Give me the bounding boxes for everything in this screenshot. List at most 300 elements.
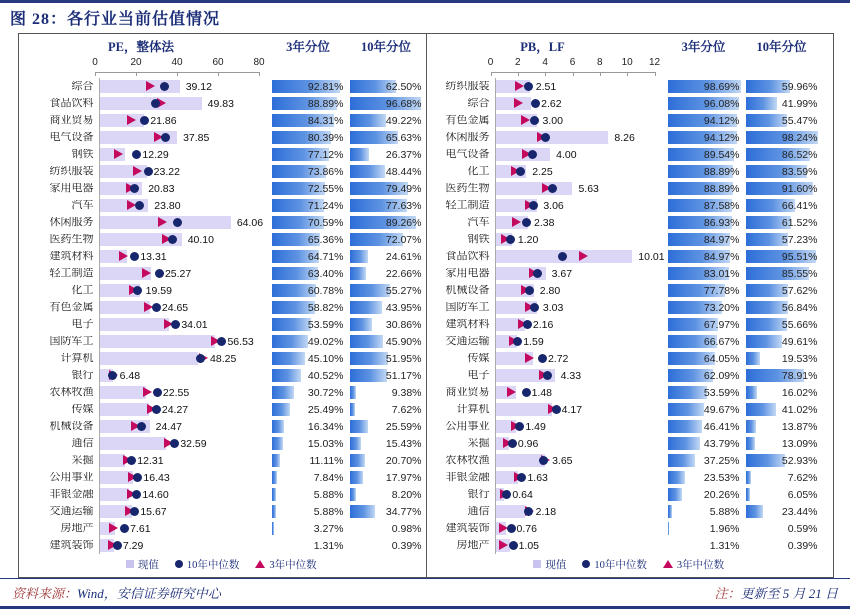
value-label: 32.59 xyxy=(180,437,207,450)
percentile-bar xyxy=(350,522,351,535)
pe-legend xyxy=(19,556,424,572)
median10-marker-icon xyxy=(502,490,511,499)
value-bar-cell xyxy=(495,486,660,503)
chart-row xyxy=(427,452,832,469)
percentile-label: 24.61% xyxy=(385,250,422,263)
value-label: 2.51 xyxy=(535,80,557,93)
value-label: 23.80 xyxy=(154,199,181,212)
chart-row xyxy=(19,503,424,520)
pct-10y-cell xyxy=(350,418,424,435)
pct-10y-cell xyxy=(746,435,820,452)
percentile-label: 55.47% xyxy=(781,114,818,127)
percentile-label: 51.95% xyxy=(385,352,422,365)
percentile-bar xyxy=(746,454,785,467)
percentile-bar xyxy=(350,165,386,178)
value-bar-cell xyxy=(99,469,264,486)
median10-marker-icon xyxy=(130,252,139,261)
chart-row xyxy=(19,248,424,265)
chart-row xyxy=(427,265,832,282)
pct-10y-cell xyxy=(350,333,424,350)
axis-tick-label: 8 xyxy=(597,57,603,68)
median10-marker-icon xyxy=(524,507,533,516)
chart-row xyxy=(427,367,832,384)
pct-10y-cell xyxy=(746,520,820,537)
chart-area xyxy=(18,33,834,578)
chart-row xyxy=(427,537,832,554)
value-bar-cell xyxy=(99,146,264,163)
percentile-bar xyxy=(350,267,367,280)
chart-row xyxy=(19,95,424,112)
axis-tick-label: 6 xyxy=(569,57,576,68)
pct-10y-cell xyxy=(350,163,424,180)
median10-marker-icon xyxy=(517,473,526,482)
median10-marker-icon xyxy=(152,303,161,312)
median3-marker-icon xyxy=(119,251,128,261)
percentile-label: 16.34% xyxy=(307,420,344,433)
percentile-label: 0.59% xyxy=(787,522,818,535)
industry-label: 计算机 xyxy=(60,353,94,364)
chart-row xyxy=(427,231,832,248)
chart-row xyxy=(427,435,832,452)
industry-label: 通信 xyxy=(467,506,490,517)
chart-row xyxy=(19,367,424,384)
chart-row xyxy=(19,214,424,231)
median10-marker-icon xyxy=(515,422,524,431)
industry-label: 非银金融 xyxy=(49,489,94,500)
pe-x-axis xyxy=(92,56,265,78)
median10-marker-icon xyxy=(538,354,547,363)
industry-label: 汽车 xyxy=(71,200,94,211)
percentile-label: 66.41% xyxy=(781,199,818,212)
industry-label: 建筑装饰 xyxy=(49,540,94,551)
legend-median10 xyxy=(582,557,647,572)
percentile-bar xyxy=(746,318,787,331)
median3-triangle-icon xyxy=(663,560,673,568)
percentile-bar xyxy=(272,386,295,399)
current-value-bar xyxy=(496,131,609,144)
pct-3y-cell xyxy=(668,163,742,180)
pct-3y-cell xyxy=(668,486,742,503)
median10-marker-icon xyxy=(132,490,141,499)
percentile-bar xyxy=(350,114,386,127)
pct-3y-cell xyxy=(272,486,346,503)
percentile-label: 1.31% xyxy=(709,539,740,552)
median10-marker-icon xyxy=(133,286,142,295)
median10-marker-icon xyxy=(552,405,561,414)
percentile-label: 9.38% xyxy=(391,386,422,399)
value-label: 2.25 xyxy=(532,165,553,178)
value-bar-cell xyxy=(99,248,264,265)
pb-10y-percentile-header: 10年分位 xyxy=(756,40,807,54)
axis-tick-mark xyxy=(259,72,260,76)
median10-marker-icon xyxy=(171,320,180,329)
industry-label: 公用事业 xyxy=(445,421,490,432)
median3-marker-icon xyxy=(499,540,508,550)
pct-10y-cell xyxy=(350,486,424,503)
percentile-label: 94.12% xyxy=(703,131,740,144)
percentile-bar xyxy=(272,369,302,382)
percentile-label: 84.97% xyxy=(703,250,740,263)
pct-10y-cell xyxy=(746,333,820,350)
value-bar-cell xyxy=(495,214,660,231)
percentile-label: 5.88% xyxy=(709,505,740,518)
chart-row xyxy=(19,78,424,95)
chart-row xyxy=(19,299,424,316)
industry-label: 轻工制造 xyxy=(49,268,94,279)
pct-10y-cell xyxy=(350,146,424,163)
value-label: 1.49 xyxy=(525,420,546,433)
median10-marker-icon xyxy=(513,337,522,346)
median10-marker-icon xyxy=(132,150,141,159)
percentile-bar xyxy=(668,539,669,552)
percentile-label: 49.22% xyxy=(385,114,422,127)
pct-3y-cell xyxy=(668,520,742,537)
pct-3y-cell xyxy=(272,282,346,299)
median10-marker-icon xyxy=(120,524,129,533)
percentile-label: 84.97% xyxy=(703,233,740,246)
value-bar-cell xyxy=(495,537,660,554)
value-label: 6.48 xyxy=(119,369,141,382)
current-value-bar xyxy=(496,454,546,467)
value-bar-cell xyxy=(495,95,660,112)
chart-row xyxy=(19,486,424,503)
median3-marker-icon xyxy=(512,217,521,227)
current-value-bar xyxy=(100,488,130,501)
percentile-label: 8.20% xyxy=(391,488,422,501)
pct-3y-cell xyxy=(668,418,742,435)
value-label: 3.06 xyxy=(543,199,564,212)
value-label: 4.00 xyxy=(556,148,577,161)
value-bar-cell xyxy=(495,418,660,435)
value-label: 2.80 xyxy=(539,284,561,297)
pct-10y-cell xyxy=(746,350,820,367)
percentile-label: 89.54% xyxy=(703,148,740,161)
current-value-bar xyxy=(100,437,167,450)
industry-label: 电气设备 xyxy=(49,132,94,143)
pct-10y-cell xyxy=(746,163,820,180)
percentile-label: 43.95% xyxy=(385,301,422,314)
industry-label: 房地产 xyxy=(60,523,94,534)
industry-label: 纺织服装 xyxy=(49,166,94,177)
chart-row xyxy=(19,163,424,180)
industry-label: 建筑装饰 xyxy=(445,523,490,534)
update-note xyxy=(714,583,838,602)
median10-marker-icon xyxy=(151,99,160,108)
value-label: 37.85 xyxy=(183,131,210,144)
current-value-swatch-icon xyxy=(533,560,541,568)
pct-3y-cell xyxy=(668,503,742,520)
chart-row xyxy=(19,316,424,333)
percentile-label: 86.93% xyxy=(703,216,740,229)
percentile-label: 67.97% xyxy=(703,318,740,331)
value-label: 7.61 xyxy=(130,522,151,535)
median3-marker-icon xyxy=(521,115,530,125)
chart-row xyxy=(427,112,832,129)
percentile-bar xyxy=(350,488,356,501)
value-bar-cell xyxy=(99,350,264,367)
pct-10y-cell xyxy=(746,384,820,401)
legend-current xyxy=(126,557,159,572)
pb-panel xyxy=(426,34,834,577)
value-bar-cell xyxy=(495,197,660,214)
percentile-bar xyxy=(350,386,357,399)
value-label: 4.33 xyxy=(560,369,582,382)
median10-marker-icon xyxy=(160,82,169,91)
median10-marker-icon xyxy=(140,116,149,125)
percentile-label: 1.31% xyxy=(313,539,344,552)
industry-label: 休闲服务 xyxy=(49,217,94,228)
value-bar-cell xyxy=(495,299,660,316)
pe-panel-title: PE，整体法 xyxy=(108,40,174,54)
percentile-label: 0.98% xyxy=(391,522,422,535)
pct-3y-cell xyxy=(272,78,346,95)
median3-marker-icon xyxy=(525,353,534,363)
industry-label: 家用电器 xyxy=(445,268,490,279)
pct-3y-cell xyxy=(668,333,742,350)
legend-current-label: 现值 xyxy=(545,559,567,571)
value-label: 22.55 xyxy=(162,386,190,399)
percentile-label: 72.07% xyxy=(385,233,422,246)
value-label: 15.67 xyxy=(140,505,167,518)
industry-label: 食品饮料 xyxy=(445,251,490,262)
chart-row xyxy=(427,503,832,520)
chart-row xyxy=(19,401,424,418)
value-bar-cell xyxy=(495,265,660,282)
value-label: 20.83 xyxy=(148,182,175,195)
percentile-bar xyxy=(350,335,384,348)
median10-marker-icon xyxy=(543,371,552,380)
pct-3y-cell xyxy=(272,401,346,418)
percentile-bar xyxy=(350,284,391,297)
pe-10y-percentile-header: 10年分位 xyxy=(360,40,411,54)
value-bar-cell xyxy=(99,537,264,554)
pct-3y-cell xyxy=(668,384,742,401)
percentile-label: 6.05% xyxy=(787,488,818,501)
value-bar-cell xyxy=(99,418,264,435)
median10-marker-icon xyxy=(524,82,533,91)
value-label: 64.06 xyxy=(236,216,264,229)
industry-label: 电子 xyxy=(71,319,94,330)
pct-10y-cell xyxy=(746,95,820,112)
value-label: 1.05 xyxy=(518,539,540,552)
pe-axis-row xyxy=(19,56,424,78)
value-label: 1.59 xyxy=(523,335,544,348)
median3-marker-icon xyxy=(158,217,167,227)
percentile-label: 53.59% xyxy=(307,318,344,331)
percentile-label: 45.90% xyxy=(385,335,422,348)
percentile-bar xyxy=(272,454,280,467)
percentile-label: 66.67% xyxy=(703,335,740,348)
chart-row xyxy=(19,197,424,214)
percentile-label: 73.20% xyxy=(703,301,740,314)
percentile-label: 49.02% xyxy=(307,335,344,348)
axis-tick-label: 80 xyxy=(253,57,265,68)
pct-10y-cell xyxy=(746,112,820,129)
value-bar-cell xyxy=(99,282,264,299)
value-label: 24.65 xyxy=(161,301,189,314)
value-bar-cell xyxy=(99,486,264,503)
pct-10y-cell xyxy=(746,180,820,197)
industry-label: 钢铁 xyxy=(467,234,490,245)
percentile-bar xyxy=(272,318,312,331)
value-label: 5.63 xyxy=(578,182,599,195)
value-label: 3.03 xyxy=(542,301,564,314)
chart-row xyxy=(427,520,832,537)
percentile-label: 52.93% xyxy=(781,454,818,467)
value-label: 23.22 xyxy=(153,165,180,178)
percentile-label: 62.50% xyxy=(385,80,422,93)
pct-3y-cell xyxy=(272,112,346,129)
value-label: 25.27 xyxy=(164,267,192,280)
percentile-bar xyxy=(668,505,672,518)
percentile-label: 88.89% xyxy=(307,97,344,110)
current-value-bar xyxy=(100,386,146,399)
pct-10y-cell xyxy=(350,214,424,231)
value-label: 0.64 xyxy=(512,488,533,501)
pct-3y-cell xyxy=(668,231,742,248)
value-bar-cell xyxy=(495,316,660,333)
legend-median3-label: 3年中位数 xyxy=(269,559,317,571)
pct-3y-cell xyxy=(272,180,346,197)
median10-marker-icon xyxy=(153,388,162,397)
pct-3y-cell xyxy=(668,146,742,163)
percentile-bar xyxy=(746,420,756,433)
median10-marker-icon xyxy=(217,337,226,346)
chart-row xyxy=(19,435,424,452)
percentile-label: 98.69% xyxy=(703,80,740,93)
pct-3y-cell xyxy=(272,452,346,469)
axis-tick-label: 4 xyxy=(542,57,548,68)
pct-10y-cell xyxy=(350,129,424,146)
pe-3y-percentile-header: 3年分位 xyxy=(286,40,330,54)
legend-median10-label: 10年中位数 xyxy=(594,559,647,571)
value-label: 34.01 xyxy=(181,318,208,331)
legend-median3 xyxy=(663,557,724,572)
pb-axis-row xyxy=(427,56,832,78)
percentile-label: 15.03% xyxy=(307,437,344,450)
value-bar-cell xyxy=(99,163,264,180)
percentile-label: 55.27% xyxy=(385,284,422,297)
median3-marker-icon xyxy=(109,523,118,533)
percentile-bar xyxy=(350,471,363,484)
source-text: Wind，安信证券研究中心 xyxy=(77,586,221,601)
median10-marker-icon xyxy=(541,133,550,142)
percentile-bar xyxy=(350,301,383,314)
current-value-bar xyxy=(100,114,145,127)
chart-row xyxy=(19,537,424,554)
pb-panel-title: PB，LF xyxy=(520,40,565,54)
percentile-label: 48.44% xyxy=(385,165,422,178)
current-value-bar xyxy=(496,403,553,416)
percentile-bar xyxy=(350,420,369,433)
percentile-label: 19.53% xyxy=(781,352,818,365)
percentile-label: 77.63% xyxy=(385,199,422,212)
chart-row xyxy=(427,214,832,231)
median10-marker-icon xyxy=(525,286,534,295)
pct-10y-cell xyxy=(746,537,820,554)
legend-current xyxy=(533,557,566,572)
industry-label: 纺织服装 xyxy=(445,81,490,92)
pb-legend xyxy=(427,556,832,572)
pb-panel-header xyxy=(427,36,832,56)
value-bar-cell xyxy=(99,129,264,146)
value-bar-cell xyxy=(99,367,264,384)
pct-10y-cell xyxy=(746,316,820,333)
percentile-label: 30.72% xyxy=(307,386,344,399)
percentile-label: 65.36% xyxy=(307,233,344,246)
industry-label: 非银金融 xyxy=(445,472,490,483)
percentile-label: 23.53% xyxy=(703,471,740,484)
chart-row xyxy=(19,282,424,299)
value-bar-cell xyxy=(99,112,264,129)
chart-row xyxy=(19,452,424,469)
pct-3y-cell xyxy=(272,265,346,282)
median3-marker-icon xyxy=(142,268,151,278)
chart-row xyxy=(427,469,832,486)
value-label: 10.01 xyxy=(638,250,665,263)
percentile-label: 86.52% xyxy=(781,148,818,161)
current-value-bar xyxy=(100,301,151,314)
median3-marker-icon xyxy=(114,149,123,159)
axis-tick-label: 0 xyxy=(92,57,98,68)
industry-label: 化工 xyxy=(467,166,490,177)
percentile-label: 64.71% xyxy=(307,250,344,263)
percentile-bar xyxy=(668,454,696,467)
pct-3y-cell xyxy=(668,401,742,418)
current-value-bar xyxy=(100,318,170,331)
median10-marker-icon xyxy=(170,439,179,448)
pct-10y-cell xyxy=(350,248,424,265)
chart-row xyxy=(19,112,424,129)
industry-label: 银行 xyxy=(467,489,490,500)
percentile-bar xyxy=(746,386,758,399)
value-label: 48.25 xyxy=(210,352,237,365)
percentile-label: 15.43% xyxy=(385,437,422,450)
value-bar-cell xyxy=(495,469,660,486)
value-bar-cell xyxy=(99,180,264,197)
percentile-label: 91.60% xyxy=(781,182,818,195)
pct-10y-cell xyxy=(350,537,424,554)
value-bar-cell xyxy=(99,384,264,401)
pct-10y-cell xyxy=(350,231,424,248)
value-bar-cell xyxy=(495,452,660,469)
pct-10y-cell xyxy=(350,520,424,537)
percentile-label: 88.89% xyxy=(703,182,740,195)
pct-10y-cell xyxy=(350,350,424,367)
axis-spacer xyxy=(427,56,490,78)
median3-marker-icon xyxy=(146,81,155,91)
industry-label: 银行 xyxy=(71,370,94,381)
median3-marker-icon xyxy=(133,166,142,176)
percentile-bar xyxy=(350,437,361,450)
pct-10y-cell xyxy=(350,180,424,197)
value-bar-cell xyxy=(495,401,660,418)
pct-3y-cell xyxy=(272,537,346,554)
industry-label: 采掘 xyxy=(71,455,94,466)
footer xyxy=(0,578,850,609)
pct-3y-cell xyxy=(272,435,346,452)
pct-3y-cell xyxy=(272,231,346,248)
pct-10y-cell xyxy=(350,299,424,316)
median3-marker-icon xyxy=(507,387,516,397)
value-bar-cell xyxy=(495,163,660,180)
percentile-label: 22.66% xyxy=(385,267,422,280)
value-label: 12.31 xyxy=(137,454,164,467)
chart-row xyxy=(427,180,832,197)
percentile-label: 7.62% xyxy=(391,403,422,416)
median10-marker-icon xyxy=(509,541,518,550)
value-label: 4.17 xyxy=(561,403,583,416)
